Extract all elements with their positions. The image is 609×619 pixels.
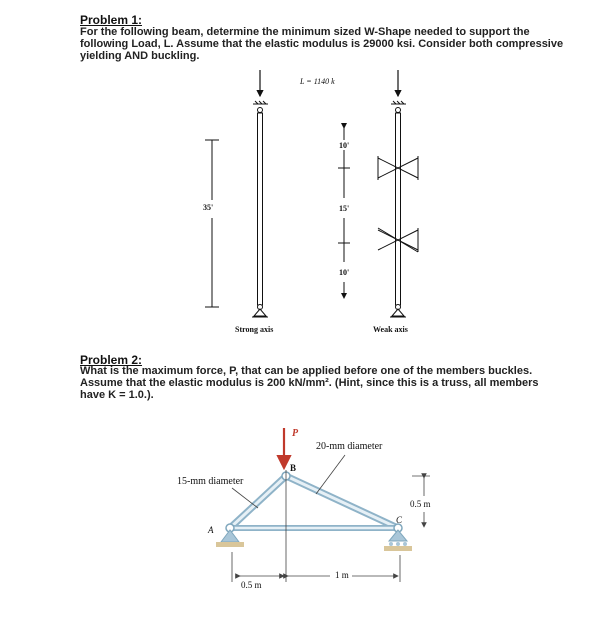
segment-bot-label: 10': [339, 268, 350, 277]
dim-right-label: 1 m: [335, 570, 349, 580]
truss-members: [230, 476, 398, 528]
problem2-line-2: Assume that the elastic modulus is 200 kN/mm². (Hint, since this is a truss, all members: [80, 377, 539, 389]
problem1-heading: Problem 1:: [80, 13, 143, 27]
node-c-label: C: [396, 515, 403, 525]
node-a-label: A: [208, 525, 214, 535]
strong-axis-caption: Strong axis: [235, 325, 274, 334]
force-p-label: P: [292, 428, 299, 439]
pin-support-a: [216, 530, 244, 547]
dia-20-label: 20-mm diameter: [316, 441, 383, 452]
problem2-heading: Problem 2:: [80, 353, 143, 367]
segment-top-label: 10': [339, 141, 350, 150]
leader-20mm: [316, 455, 345, 494]
problem2-line-3: have K = 1.0.).: [80, 389, 154, 401]
node-b-label: B: [290, 463, 297, 473]
leader-15mm: [232, 488, 258, 508]
problem1-line-3: yielding AND buckling.: [80, 50, 200, 62]
dim-left-label: 0.5 m: [241, 580, 262, 590]
problem1-line-2: following Load, L. Assume that the elastic modulus is 29000 ksi. Consider both compressive: [80, 38, 564, 50]
dia-15-label: 15-mm diameter: [177, 476, 244, 487]
dim-vertical-label: 0.5 m: [410, 499, 431, 509]
load-label: L = 1140 k: [300, 77, 335, 86]
length-label: 35': [203, 203, 214, 212]
problem1-line-1: For the following beam, determine the minimum sized W-Shape needed to support the: [80, 26, 530, 38]
segment-mid-label: 15': [339, 204, 350, 213]
weak-axis-caption: Weak axis: [373, 325, 408, 334]
problem2-line-1: What is the maximum force, P, that can be applied before one of the members buckles.: [80, 365, 533, 377]
roller-support-c: [384, 530, 412, 551]
